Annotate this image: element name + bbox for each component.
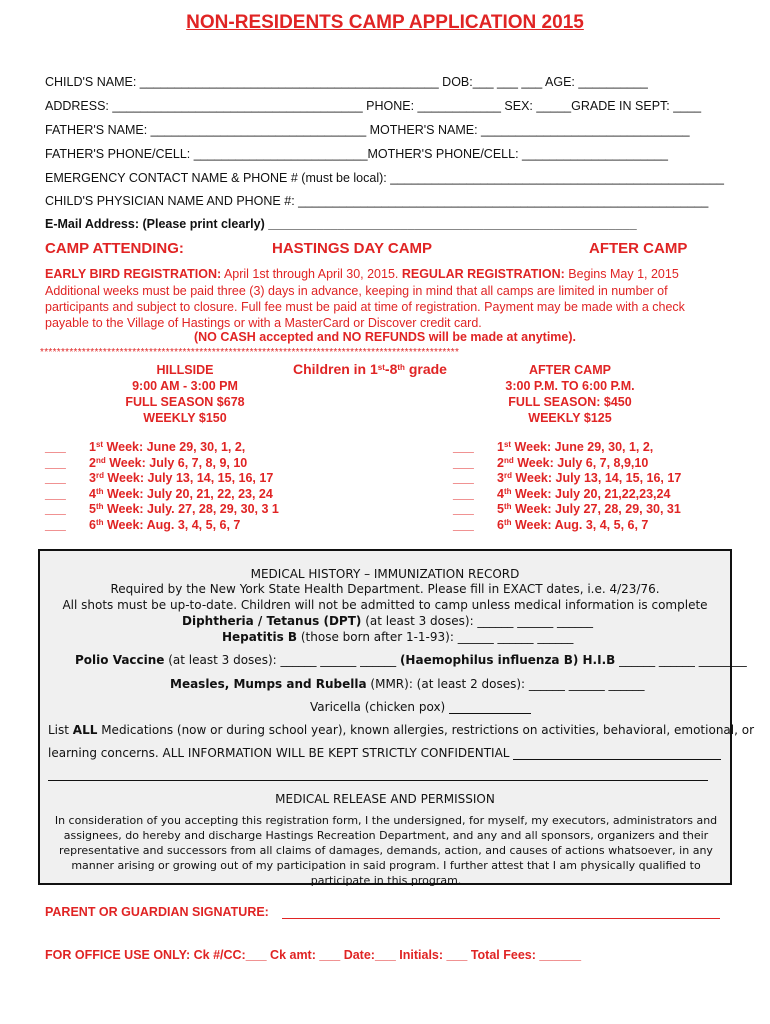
- hillside-name: HILLSIDE: [156, 363, 214, 377]
- signature-label: PARENT OR GUARDIAN SIGNATURE:: [45, 905, 269, 919]
- no-cash-notice: (NO CASH accepted and NO REFUNDS will be made at anytime).: [193, 330, 577, 344]
- day-week-dates: Week: June 29, 30, 1, 2,: [103, 440, 246, 454]
- varicella-label: Varicella (chicken pox): [310, 700, 446, 714]
- after-week-label: [497, 518, 648, 532]
- polio-hib-line[interactable]: [75, 653, 747, 667]
- day-week-dates: Week: Aug. 3, 4, 5, 6, 7: [103, 517, 241, 532]
- page-title: NON-RESIDENTS CAMP APPLICATION 2015: [186, 12, 584, 33]
- day-week-number: 6: [89, 517, 96, 532]
- medical-requirement-1: Required by the New York State Health Department. Please fill in EXACT dates, i.e. 4/23/76.: [110, 582, 660, 596]
- registration-body: Additional weeks must be paid three (3) days in advance, keeping in mind that all camps are limited in number of participants and subject to closure. Full fee must be paid at time of registration. Payment may be made with a check payable to the Village of Hastings or with a MasterCard or Discover credit card.: [45, 284, 685, 330]
- day-week-ordinal: st: [95, 440, 104, 449]
- day-week-ordinal: th: [95, 517, 104, 527]
- day-week-number: 4: [89, 486, 96, 501]
- medications-line: [48, 723, 754, 737]
- regular-text: Begins May 1, 2015: [564, 267, 679, 281]
- dpt-text: (at least 3 doses): ______ ______ ______: [361, 614, 594, 628]
- hib-text: ______ ______ ________: [615, 653, 747, 667]
- after-week-ordinal: nd: [503, 455, 514, 465]
- parents-phone-line[interactable]: FATHER'S PHONE/CELL: _________________________MOTHER'S PHONE/CELL: _____________________: [45, 147, 669, 161]
- day-week-ordinal: th: [95, 502, 104, 511]
- parents-name-line[interactable]: FATHER'S NAME: _______________________________ MOTHER'S NAME: ______________________________: [45, 123, 690, 137]
- address-line[interactable]: ADDRESS: ____________________________________ PHONE: ____________ SEX: _____GRADE IN SEPT: ____: [45, 99, 702, 113]
- day-week-label: [89, 518, 240, 532]
- medical-title: MEDICAL HISTORY – IMMUNIZATION RECORD: [250, 567, 520, 581]
- dpt-line[interactable]: [182, 614, 593, 628]
- hillside-hours: 9:00 AM - 3:00 PM: [132, 379, 238, 393]
- after-week-checkbox-blank[interactable]: ___: [453, 517, 474, 532]
- list-prefix: List: [48, 723, 73, 737]
- separator-stars: ****************************************************************************************************: [40, 347, 460, 358]
- after-week-number: 4: [497, 486, 504, 501]
- after-week-dates: Week: July 20, 21,22,23,24: [511, 486, 671, 501]
- hepatitis-line[interactable]: [222, 630, 573, 644]
- day-week-dates: Week: July. 27, 28, 29, 30, 3 1: [103, 502, 279, 516]
- confidential-notice: ALL INFORMATION WILL BE KEPT STRICTLY CONFIDENTIAL: [162, 746, 510, 760]
- after-week-dates: Week: July 6, 7, 8,9,10: [513, 455, 649, 470]
- child-info-line[interactable]: CHILD'S NAME: ___________________________________________ DOB:___ ___ ___ AGE: __________: [45, 75, 648, 89]
- after-week-number: 5: [497, 502, 504, 516]
- after-camp-info: [490, 362, 650, 426]
- list-all: ALL: [72, 723, 98, 737]
- after-week-ordinal: st: [503, 440, 512, 449]
- day-week-label: [89, 502, 279, 516]
- after-camp-name: AFTER CAMP: [529, 363, 611, 377]
- emergency-contact-line[interactable]: EMERGENCY CONTACT NAME & PHONE # (must be local): ________________________________________________: [45, 171, 724, 185]
- polio-text: (at least 3 doses): ______ ______ ______: [164, 653, 400, 667]
- grades-label: [293, 361, 447, 377]
- after-week-label: [497, 487, 670, 501]
- after-week-checkbox-blank[interactable]: ___: [453, 471, 474, 485]
- email-line[interactable]: E-Mail Address: (Please print clearly) _____________________________________________________: [45, 217, 637, 231]
- physician-line[interactable]: CHILD'S PHYSICIAN NAME AND PHONE #: ___________________________________________________________: [45, 194, 709, 208]
- polio-label: Polio Vaccine: [75, 653, 165, 667]
- early-bird-label: EARLY BIRD REGISTRATION:: [45, 267, 222, 281]
- registration-dates: [45, 267, 679, 281]
- after-week-label: [497, 456, 648, 470]
- day-week-ordinal: rd: [95, 471, 104, 480]
- after-week-checkbox-blank[interactable]: ___: [453, 502, 474, 516]
- release-title: MEDICAL RELEASE AND PERMISSION: [275, 792, 495, 806]
- mmr-line[interactable]: [170, 677, 645, 691]
- after-week-dates: Week: June 29, 30, 1, 2,: [511, 440, 654, 454]
- medical-requirement-2: All shots must be up-to-date. Children will not be admitted to camp unless medical information is complete: [62, 598, 708, 612]
- hep-label: Hepatitis B: [222, 630, 298, 644]
- day-week-dates: Week: July 20, 21, 22, 23, 24: [103, 486, 273, 501]
- day-week-checkbox-blank[interactable]: ___: [45, 455, 66, 470]
- after-camp-season-fee: FULL SEASON: $450: [508, 395, 632, 409]
- signature-line[interactable]: [282, 918, 720, 919]
- early-bird-text: April 1st through April 30, 2015.: [221, 267, 402, 281]
- grades-sup1: st: [377, 363, 385, 372]
- medical-box: [38, 549, 755, 887]
- camp-attending-heading: CAMP ATTENDING:: [45, 240, 184, 257]
- concerns-blank[interactable]: [513, 747, 721, 760]
- after-week-checkbox-blank[interactable]: ___: [453, 455, 474, 470]
- varicella-line[interactable]: [310, 700, 531, 714]
- day-week-dates: Week: July 6, 7, 8, 9, 10: [105, 455, 248, 470]
- learning-text: learning concerns.: [48, 746, 163, 760]
- after-week-ordinal: rd: [503, 471, 512, 480]
- after-week-ordinal: th: [503, 502, 512, 511]
- hillside-info: [100, 362, 270, 426]
- dpt-label: Diphtheria / Tetanus (DPT): [182, 614, 362, 628]
- concerns-line[interactable]: [48, 746, 721, 760]
- after-camp-heading: AFTER CAMP: [589, 240, 688, 257]
- mmr-text: (MMR): (at least 2 doses): ______ ______ ______: [366, 677, 645, 691]
- day-week-label: [89, 471, 273, 485]
- day-week-number: 1: [89, 440, 96, 454]
- list-text: Medications (now or during school year), known allergies, restrictions on activities, behavioral, emotional, or: [97, 723, 755, 737]
- day-week-label: [89, 440, 245, 454]
- day-week-checkbox-blank[interactable]: ___: [45, 517, 66, 532]
- after-week-ordinal: th: [503, 486, 512, 496]
- day-week-checkbox-blank[interactable]: ___: [45, 486, 66, 501]
- mmr-label: Measles, Mumps and Rubella: [170, 677, 367, 691]
- hillside-season-fee: FULL SEASON $678: [125, 395, 245, 409]
- hib-label: (Haemophilus influenza B) H.I.B: [399, 653, 616, 667]
- day-week-number: 3: [89, 471, 96, 485]
- hep-text: (those born after 1-1-93): ______ ______ ______: [297, 630, 574, 644]
- day-week-ordinal: th: [95, 486, 104, 496]
- grades-suffix: grade: [404, 361, 447, 377]
- after-week-number: 6: [497, 517, 504, 532]
- grades-mid: -8: [384, 361, 398, 377]
- day-week-label: [89, 456, 247, 470]
- after-week-checkbox-blank[interactable]: ___: [453, 486, 474, 501]
- varicella-blank[interactable]: [449, 701, 531, 714]
- grades-prefix: Children in 1: [293, 361, 378, 377]
- regular-label: REGULAR REGISTRATION:: [401, 267, 565, 281]
- day-week-checkbox-blank[interactable]: ___: [45, 440, 66, 454]
- day-camp-heading: HASTINGS DAY CAMP: [272, 240, 433, 257]
- after-week-ordinal: th: [503, 517, 512, 527]
- hillside-weekly-fee: WEEKLY $150: [143, 411, 227, 425]
- after-week-checkbox-blank[interactable]: ___: [453, 440, 474, 454]
- after-week-dates: Week: July 27, 28, 29, 30, 31: [511, 502, 681, 516]
- after-week-number: 1: [497, 440, 504, 454]
- after-week-dates: Week: July 13, 14, 15, 16, 17: [511, 471, 682, 485]
- day-week-checkbox-blank[interactable]: ___: [45, 471, 66, 485]
- after-week-label: [497, 440, 653, 454]
- day-week-checkbox-blank[interactable]: ___: [45, 502, 66, 516]
- concerns-extra-line[interactable]: [48, 780, 708, 781]
- after-week-label: [497, 502, 681, 516]
- release-body: In consideration of you accepting this registration form, I the undersigned, for myself, my executors, administrators and assignees, do hereby and discharge Hastings Recreation Department, and any and all sponsors, organizers and their representative and successors from all claims of damages, demands, action, and causes of actions whatsoever, in any manner arising or growing out of my participation in said program. I further attest that I am physically qualified to participate in this program.: [54, 814, 718, 887]
- after-camp-weekly-fee: WEEKLY $125: [528, 411, 612, 425]
- after-week-label: [497, 471, 681, 485]
- office-use-line: FOR OFFICE USE ONLY: Ck #/CC:___ Ck amt: ___ Date:___ Initials: ___ Total Fees: ______: [45, 948, 582, 962]
- day-week-number: 2: [89, 455, 96, 470]
- after-week-number: 2: [497, 455, 504, 470]
- day-week-number: 5: [89, 502, 96, 516]
- day-week-dates: Week: July 13, 14, 15, 16, 17: [103, 471, 274, 485]
- after-week-dates: Week: Aug. 3, 4, 5, 6, 7: [511, 517, 649, 532]
- after-week-number: 3: [497, 471, 504, 485]
- day-week-label: [89, 487, 273, 501]
- grades-sup2: th: [397, 363, 405, 372]
- after-camp-hours: 3:00 P.M. TO 6:00 P.M.: [505, 379, 635, 393]
- day-week-ordinal: nd: [95, 455, 106, 465]
